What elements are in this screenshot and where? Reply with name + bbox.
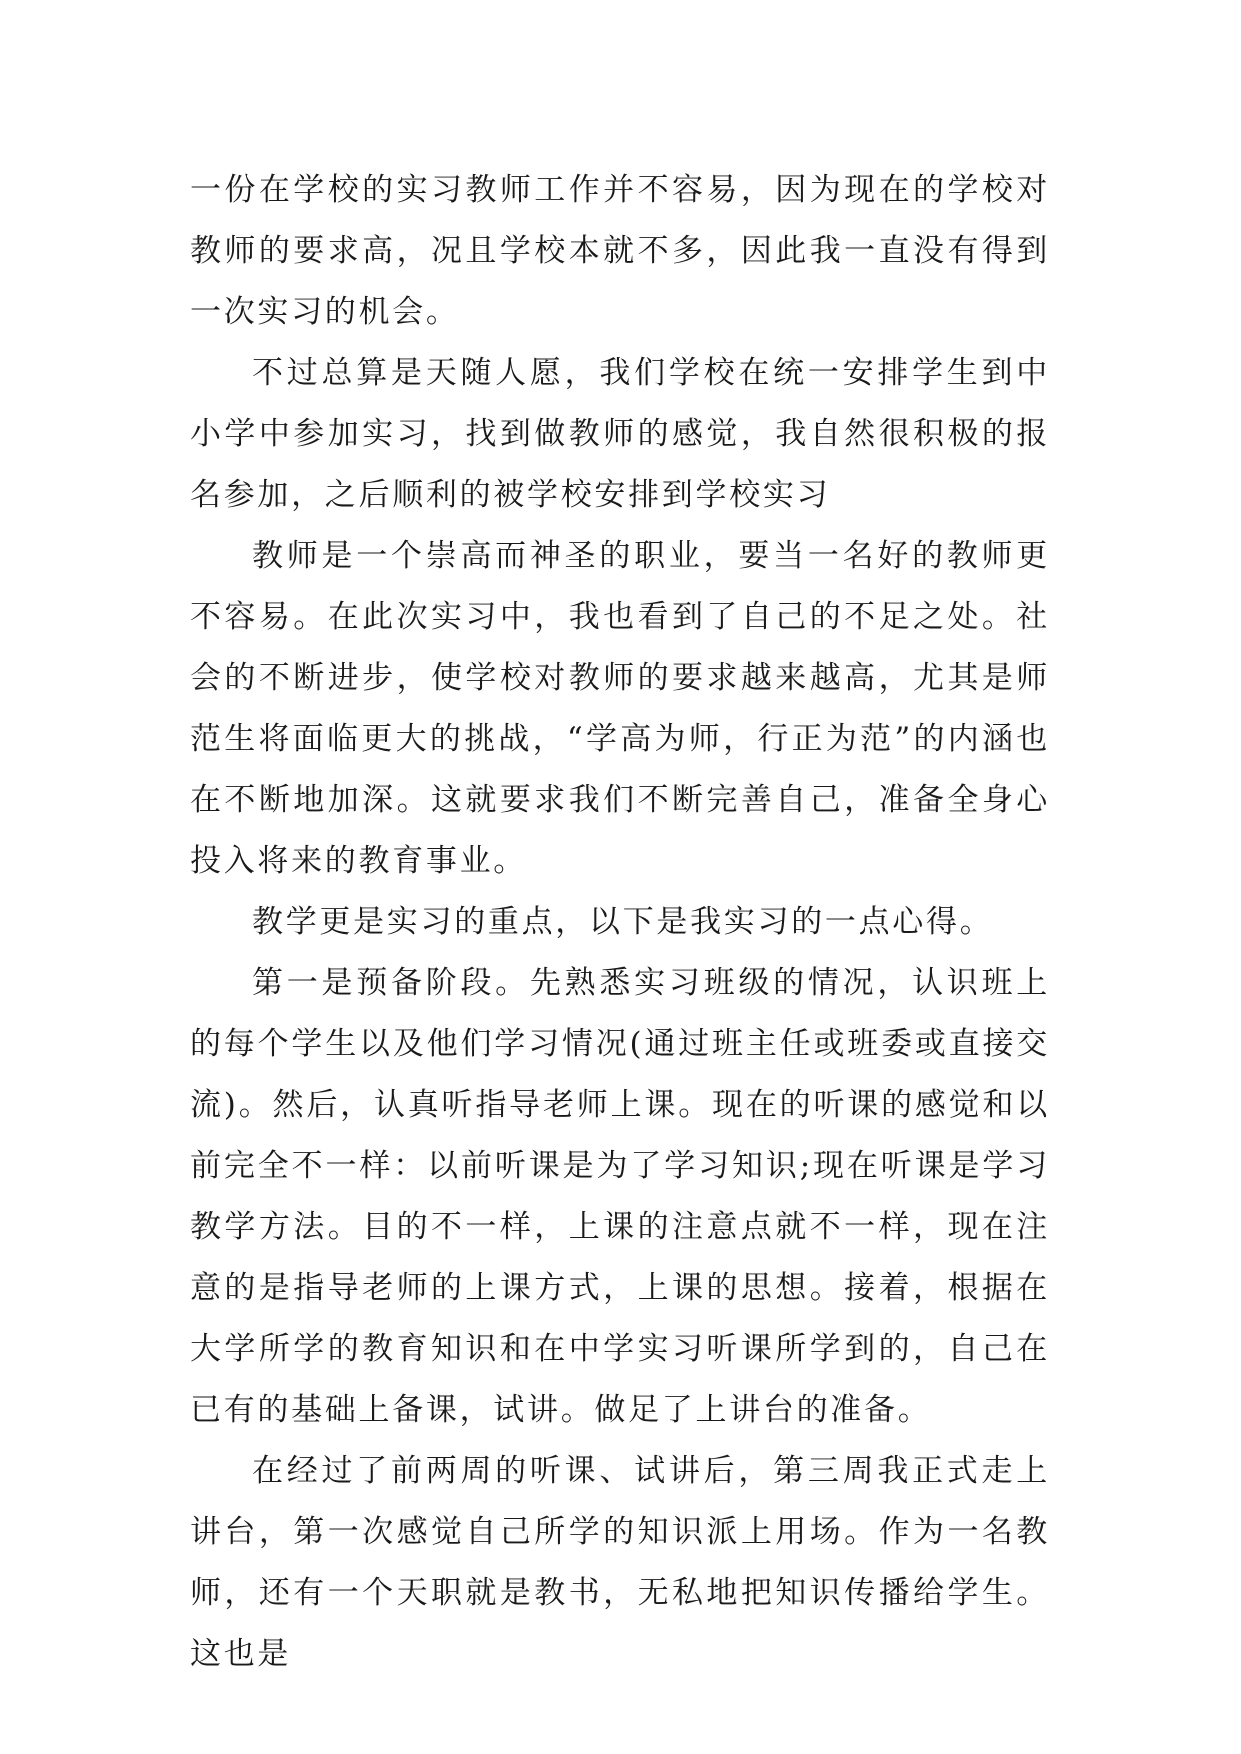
document-body — [190, 160, 1050, 1685]
paragraph-2: 不过总算是天随人愿，我们学校在统一安排学生到中小学中参加实习，找到做教师的感觉，我自然很积极的报名参加，之后顺利的被学校安排到学校实习 — [190, 355, 1050, 513]
paragraph-6: 在经过了前两周的听课、试讲后，第三周我正式走上讲台，第一次感觉自己所学的知识派上用场。作为一名教师，还有一个天职就是教书，无私地把知识传播给学生。这也是 — [190, 1453, 1050, 1672]
paragraph-1: 一份在学校的实习教师工作并不容易，因为现在的学校对教师的要求高，况且学校本就不多，因此我一直没有得到一次实习的机会。 — [190, 172, 1050, 330]
paragraph-3: 教师是一个崇高而神圣的职业，要当一名好的教师更不容易。在此次实习中，我也看到了自己的不足之处。社会的不断进步，使学校对教师的要求越来越高，尤其是师范生将面临更大的挑战，“学高为师，行正为范”的内涵也在不断地加深。这就要求我们不断完善自己，准备全身心投入将来的教育事业。 — [190, 538, 1050, 879]
paragraph-4: 教学更是实习的重点，以下是我实习的一点心得。 — [252, 904, 994, 940]
paragraph-5: 第一是预备阶段。先熟悉实习班级的情况，认识班上的每个学生以及他们学习情况(通过班主任或班委或直接交流)。然后，认真听指导老师上课。现在的听课的感觉和以前完全不一样：以前听课是为了学习知识;现在听课是学习教学方法。目的不一样，上课的注意点就不一样，现在注意的是指导老师的上课方式，上课的思想。接着，根据在大学所学的教育知识和在中学实习听课所学到的，自己在已有的基础上备课，试讲。做足了上讲台的准备。 — [190, 965, 1050, 1428]
